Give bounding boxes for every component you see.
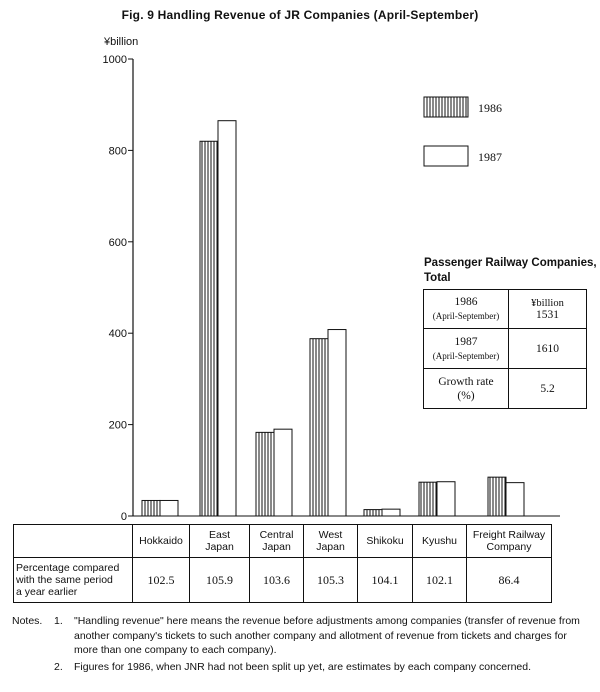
percentage-row	[14, 558, 552, 603]
header-shikoku: Shikoku	[358, 525, 413, 558]
pct-east-japan: 105.9	[190, 558, 250, 603]
bar-1986-6	[488, 477, 506, 516]
total-row-1987	[424, 329, 587, 369]
y-tick-label: 1000	[102, 54, 127, 66]
figure-title: Fig. 9 Handling Revenue of JR Companies (April-September)	[121, 8, 479, 22]
y-tick-label: 400	[108, 328, 127, 341]
legend-swatch-1986	[424, 97, 468, 117]
bar-1986-3	[310, 339, 328, 516]
y-tick-label: 800	[108, 145, 127, 158]
pct-hokkaido: 102.5	[133, 558, 190, 603]
percentage-row-label: Percentage compared with the same period a year earlier	[14, 558, 133, 603]
note-1	[12, 614, 592, 658]
header-central-japan: Central Japan	[250, 525, 304, 558]
pct-central-japan: 103.6	[250, 558, 304, 603]
total-year-1986: 1986	[454, 296, 478, 308]
bar-1986-5	[419, 482, 437, 516]
header-freight: Freight Railway Company	[467, 525, 552, 558]
bar-1987-0	[160, 500, 178, 516]
header-hokkaido: Hokkaido	[133, 525, 190, 558]
total-period-1987: (April-September)	[432, 350, 500, 361]
legend-swatch-1987	[424, 146, 468, 166]
bar-1986-1	[200, 141, 218, 516]
bar-1986-0	[142, 500, 160, 516]
legend	[424, 97, 502, 166]
total-year-1987: 1987	[454, 335, 478, 348]
y-tick-label: 600	[108, 236, 127, 249]
notes-lead: Notes.	[12, 615, 43, 627]
legend-label-1986: 1986	[478, 101, 502, 115]
note-2	[12, 660, 592, 675]
total-title-line-1: Passenger Railway Companies,	[424, 257, 597, 269]
header-kyushu: Kyushu	[413, 525, 467, 558]
total-label-1987	[424, 329, 509, 369]
bar-1987-1	[218, 121, 236, 516]
bar-1987-4	[382, 509, 400, 516]
note-1-text: "Handling revenue" here means the revenue before adjustments among companies (transfer of revenue from another company's tickets to such another company and allotment of revenue from tickets and charges for more than one company to each company).	[74, 615, 580, 656]
y-tick-label: 0	[120, 511, 127, 523]
total-unit: ¥billion	[531, 297, 564, 309]
total-value-1986: 1531	[536, 308, 559, 321]
growth-rate-label: Growth rate	[438, 375, 494, 388]
bar-1987-6	[506, 483, 524, 516]
total-row-growth	[424, 369, 587, 409]
total-table	[423, 289, 587, 409]
total-table-title	[424, 256, 597, 286]
total-title-line-2: Total	[424, 272, 451, 284]
total-row-1986	[424, 290, 587, 329]
bar-1986-4	[364, 510, 382, 516]
pct-west-japan: 105.3	[304, 558, 358, 603]
note-2-text: Figures for 1986, when JNR had not been split up yet, are estimates by each company concerned.	[74, 660, 532, 673]
percentage-table	[13, 524, 552, 603]
corner-cell	[14, 525, 133, 558]
total-period-1986: (April-September)	[432, 311, 500, 321]
note-2-number: 2.	[54, 660, 63, 673]
pct-shikoku: 104.1	[358, 558, 413, 603]
pct-kyushu: 102.1	[413, 558, 467, 603]
bar-1987-2	[274, 429, 292, 516]
legend-label-1987: 1987	[478, 150, 502, 164]
total-value-cell-1986	[509, 290, 587, 329]
bar-1986-2	[256, 432, 274, 516]
header-east-japan: East Japan	[190, 525, 250, 558]
total-label-1986	[424, 290, 509, 329]
y-axis-unit: ¥billion	[104, 36, 139, 48]
pct-freight: 86.4	[467, 558, 552, 603]
category-header-row	[14, 525, 552, 558]
total-value-1987: 1610	[509, 329, 587, 369]
notes	[12, 614, 592, 674]
note-1-number: 1.	[54, 615, 63, 627]
y-tick-label: 200	[108, 419, 127, 432]
bar-1987-5	[437, 482, 455, 516]
total-label-growth	[424, 369, 509, 409]
growth-rate-value: 5.2	[509, 369, 587, 409]
growth-rate-unit: (%)	[457, 389, 475, 402]
header-west-japan: West Japan	[304, 525, 358, 558]
bar-1987-3	[328, 330, 346, 516]
